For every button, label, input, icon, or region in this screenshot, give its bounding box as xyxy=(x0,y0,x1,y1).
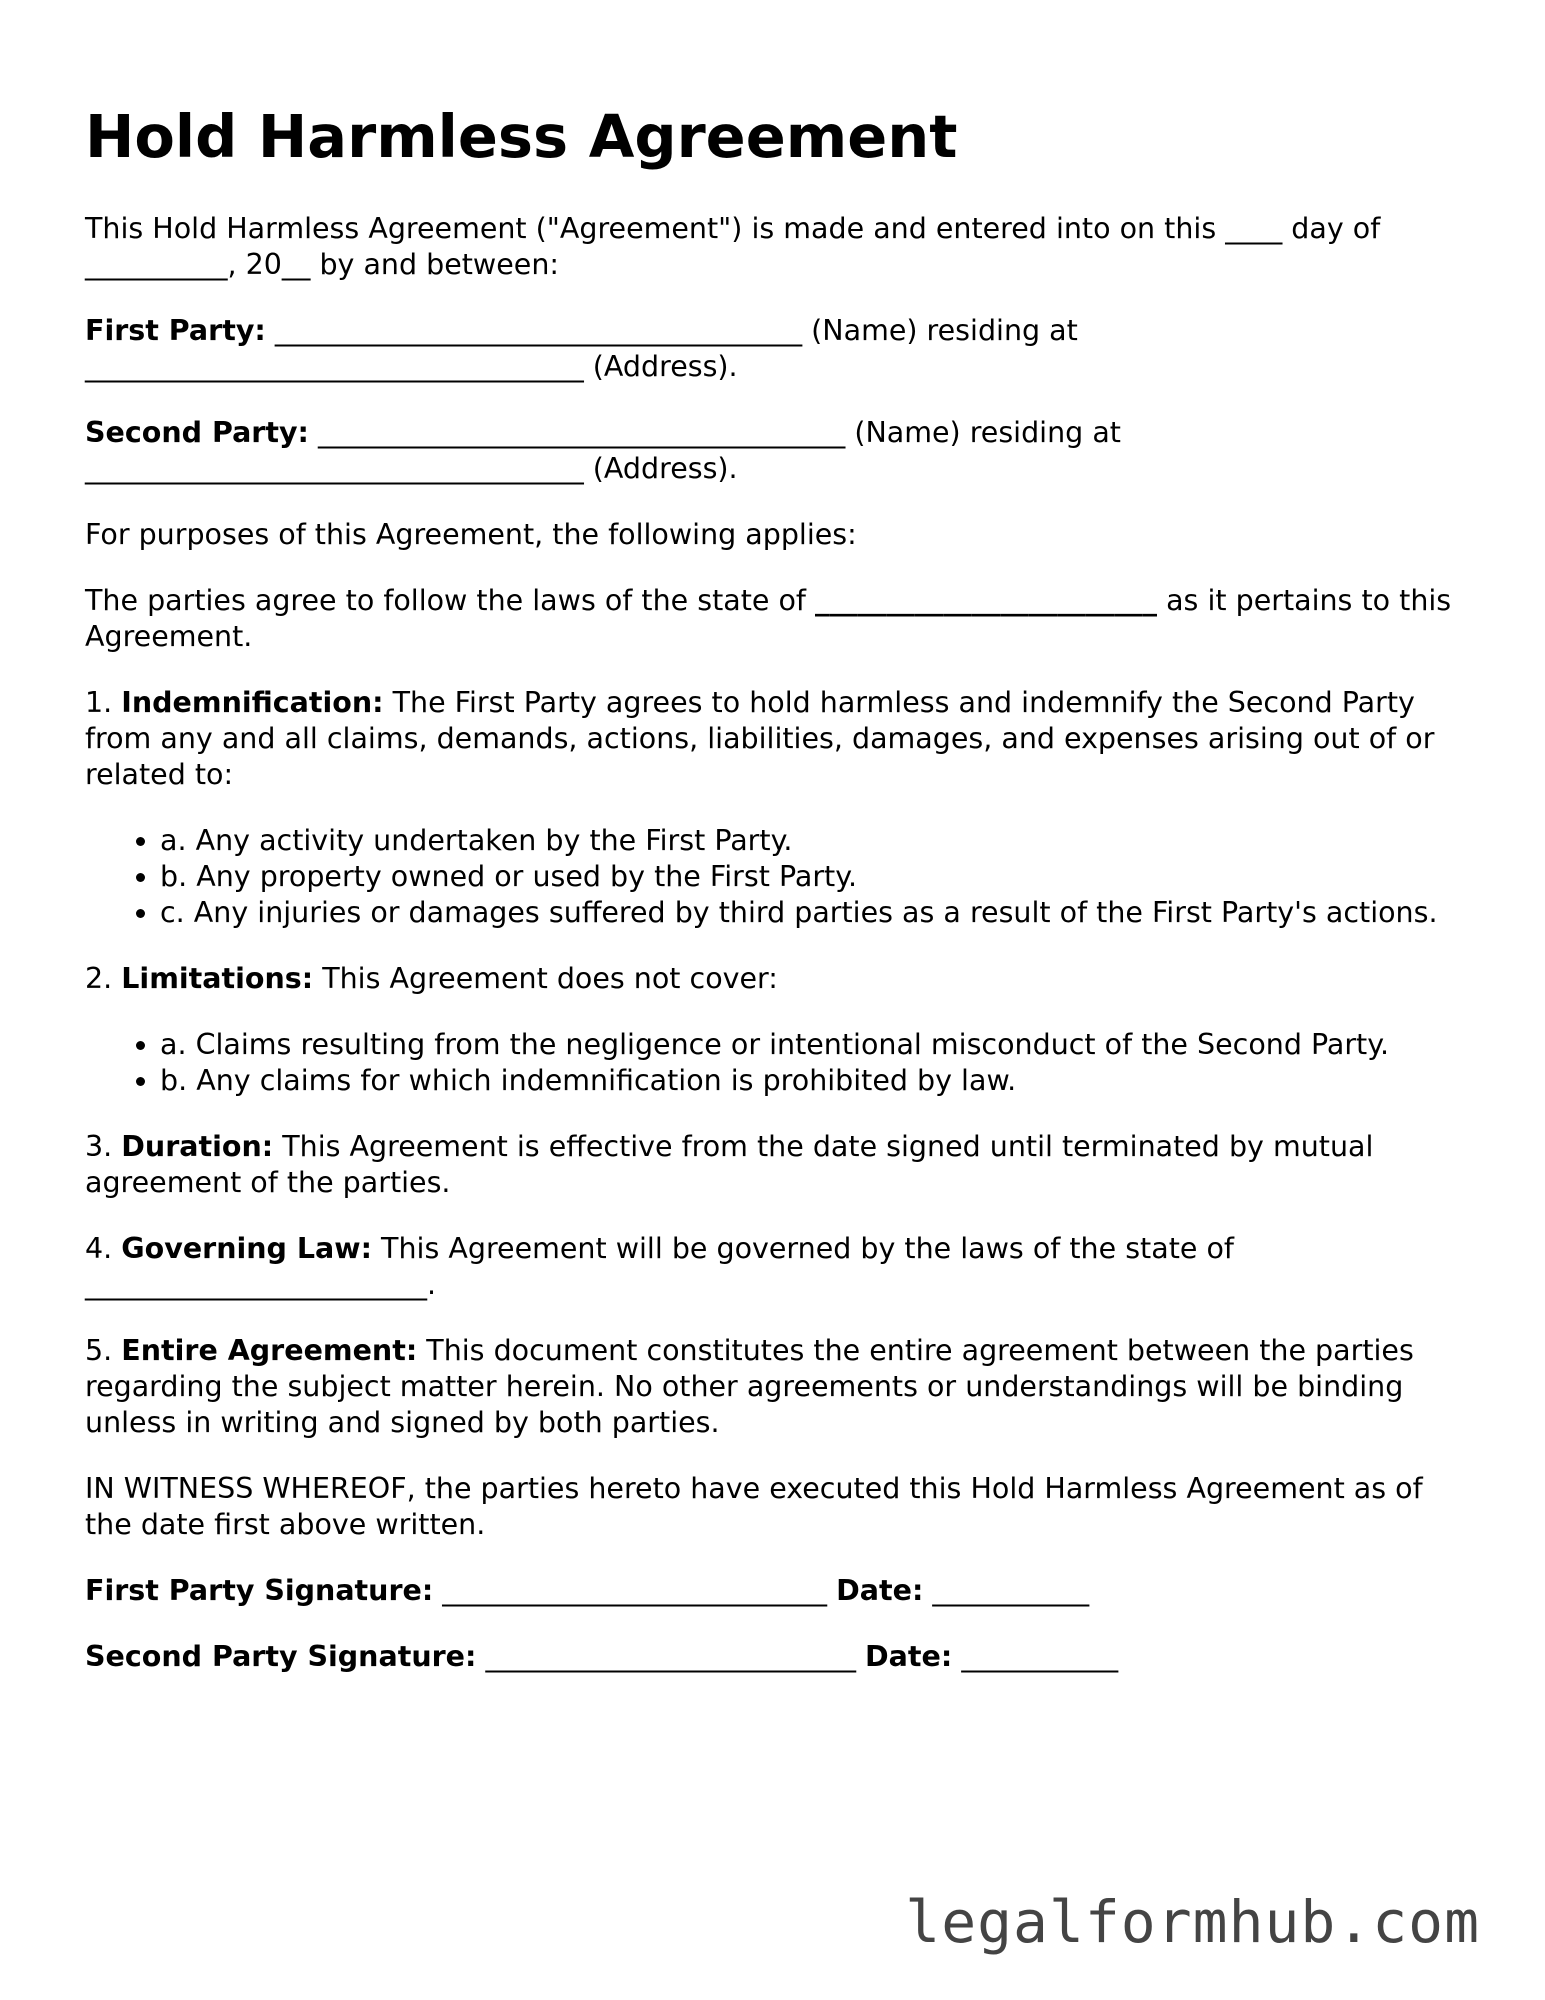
list-item: • a. Any activity undertaken by the First Party. xyxy=(160,823,1460,859)
section-entire-agreement xyxy=(85,1333,1460,1441)
second-party-label: Second Party: xyxy=(85,415,309,449)
section-number: 1. xyxy=(85,685,113,719)
footer-watermark: legalformhub.com xyxy=(905,1888,1480,1956)
section-governing-law xyxy=(85,1231,1460,1303)
signature-blank: ___________________________ xyxy=(433,1573,837,1607)
state-law-before: The parties agree to follow the laws of the state of xyxy=(85,583,816,617)
date-label: Date: xyxy=(865,1639,953,1673)
section-duration xyxy=(85,1129,1460,1201)
section-heading: Limitations: xyxy=(121,961,314,995)
section-number: 5. xyxy=(85,1333,113,1367)
section-heading: Duration: xyxy=(121,1129,274,1163)
first-party-line xyxy=(85,313,1460,385)
date-label: Date: xyxy=(836,1573,924,1607)
limitations-list xyxy=(85,1027,1460,1099)
list-item: • b. Any claims for which indemnification is prohibited by law. xyxy=(160,1063,1460,1099)
second-party-signature-line xyxy=(85,1639,1460,1675)
date-blank: ___________ xyxy=(923,1573,1090,1607)
signature-label: Second Party Signature: xyxy=(85,1639,477,1673)
signature-blank: __________________________ xyxy=(476,1639,866,1673)
section-heading: Governing Law: xyxy=(121,1231,372,1265)
section-number: 2. xyxy=(85,961,113,995)
section-number: 3. xyxy=(85,1129,113,1163)
second-party-text: _____________________________________ (Name) residing at ___________________________________ (Address). xyxy=(85,415,1121,485)
section-text: The First Party agrees to hold harmless and indemnify the Second Party from any and all claims, demands, actions, liabilities, damages, and expenses arising out of or related to: xyxy=(85,685,1435,791)
section-text: This document constitutes the entire agreement between the parties regarding the subject matter herein. No other agreements or understandings will be binding unless in writing and signed by both parties. xyxy=(85,1333,1414,1439)
section-heading: Indemnification: xyxy=(121,685,384,719)
state-law-paragraph xyxy=(85,583,1460,655)
purposes-paragraph: For purposes of this Agreement, the following applies: xyxy=(85,517,857,551)
list-item: • c. Any injuries or damages suffered by third parties as a result of the First Party's actions. xyxy=(160,895,1460,931)
list-item: • b. Any property owned or used by the First Party. xyxy=(160,859,1460,895)
section-text: This Agreement is effective from the date signed until terminated by mutual agreement of the parties. xyxy=(85,1129,1374,1199)
signature-label: First Party Signature: xyxy=(85,1573,434,1607)
date-blank: ___________ xyxy=(952,1639,1119,1673)
witness-paragraph: IN WITNESS WHEREOF, the parties hereto have executed this Hold Harmless Agreement as of the date first above written. xyxy=(85,1471,1423,1541)
intro-paragraph: This Hold Harmless Agreement ("Agreement") is made and entered into on this ____ day of __________, 20__ by and between: xyxy=(85,211,1381,281)
section-number: 4. xyxy=(85,1231,113,1265)
state-law-after: as it pertains to this Agreement. xyxy=(85,583,1452,653)
first-party-label: First Party: xyxy=(85,313,266,347)
first-party-text: _____________________________________ (Name) residing at ___________________________________ (Address). xyxy=(85,313,1078,383)
document-title: Hold Harmless Agreement xyxy=(85,102,958,171)
second-party-line xyxy=(85,415,1460,487)
section-heading: Entire Agreement: xyxy=(121,1333,418,1367)
list-item: • a. Claims resulting from the negligence or intentional misconduct of the Second Party. xyxy=(160,1027,1460,1063)
section-indemnification xyxy=(85,685,1460,793)
indemnification-list xyxy=(85,823,1460,931)
state-law-blank: ________________________ xyxy=(815,583,1158,617)
document-page xyxy=(85,102,1460,1705)
section-limitations xyxy=(85,961,1460,997)
section-text: This Agreement will be governed by the laws of the state of ________________________. xyxy=(85,1231,1234,1301)
first-party-signature-line xyxy=(85,1573,1460,1609)
section-text: This Agreement does not cover: xyxy=(313,961,778,995)
